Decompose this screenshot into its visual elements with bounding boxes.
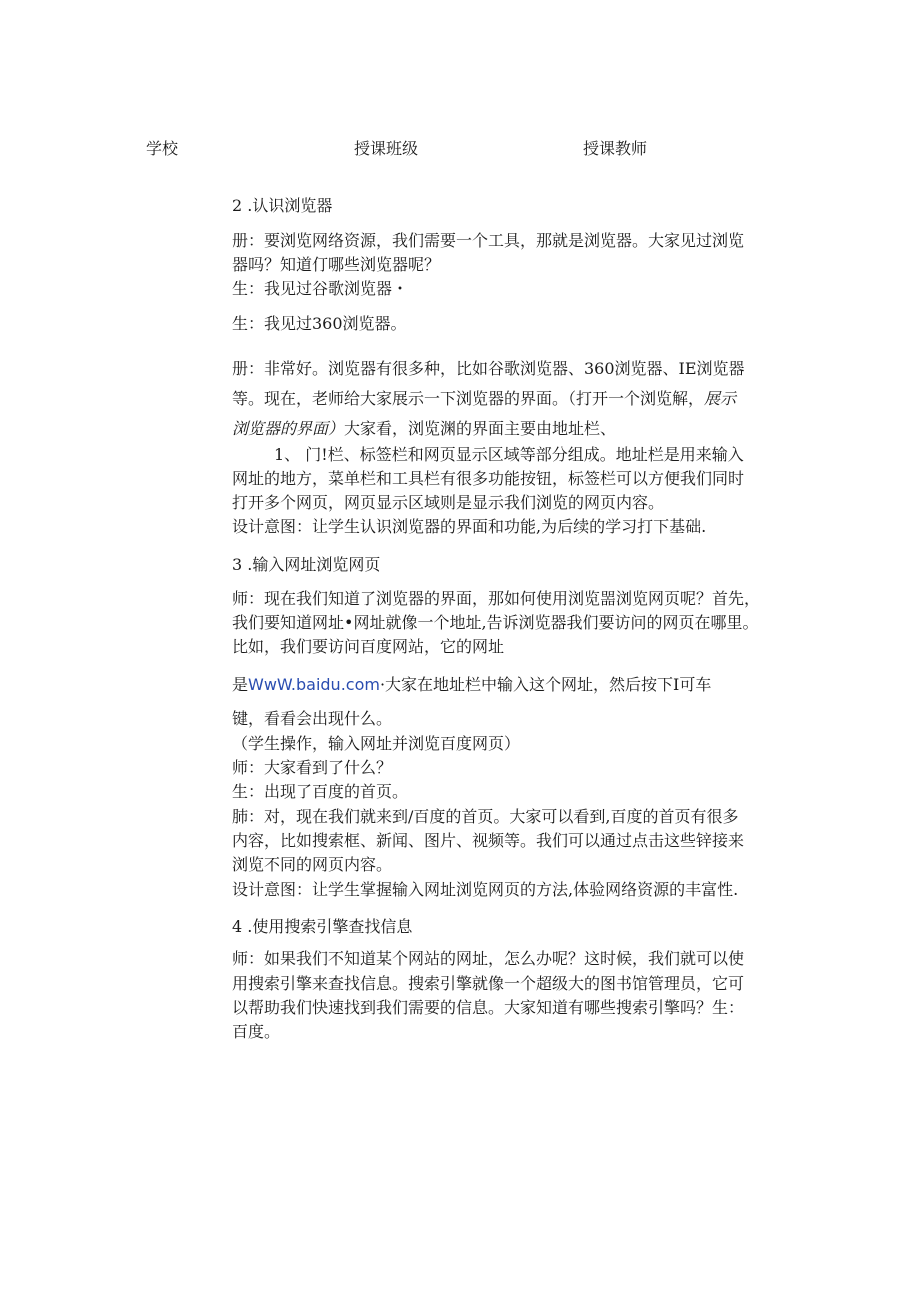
paragraph-line: 册：非常好。浏览器有很多种，比如谷歌浏览器、360浏览器、IE浏览器 (232, 359, 745, 378)
design-intent: 设计意图：让学生掌握输入网址浏览网页的方法,体验网络资源的丰富性. (232, 880, 739, 899)
paragraph-line: 我们要知道网址•网址就像一个地址,告诉浏览器我们要访问的网页在哪里。 (232, 613, 759, 632)
school-label: 学校 (146, 139, 179, 158)
paragraph-text: 大家看，浏览渊的界面主要由地址栏、 (344, 419, 617, 438)
section-2-heading: 2 .认识浏览器 (232, 196, 333, 215)
paragraph-line: 肺：对，现在我们就来到/百度的首页。大家可以看到,百度的首页有很多 (232, 807, 739, 826)
paragraph-line: 百度。 (232, 1022, 281, 1041)
paragraph-text: 是 (232, 675, 249, 694)
class-label: 授课班级 (354, 139, 419, 158)
paragraph-text: 等。现在，老师给大家展示一下浏览器的界面。（打开一个浏览解， (232, 389, 705, 408)
paragraph-line: 键，看看会出现什么。 (232, 709, 393, 728)
baidu-url-link[interactable]: WwW.baidu.com (248, 675, 380, 694)
student-line: 生：我见过谷歌浏览器・ (232, 279, 409, 298)
paragraph-line: 师：如果我们不知道某个网站的网址，怎么办呢？这时候，我们就可以使 (232, 949, 745, 968)
section-3-heading: 3 .输入网址浏览网页 (232, 555, 381, 574)
paragraph-line: 1、 门!栏、标签栏和网页显示区域等部分组成。地址栏是用来输入 (274, 445, 744, 464)
italic-text: 展示 (704, 389, 737, 408)
italic-text: 浏览器的界面） (232, 419, 345, 438)
student-line: 生：我见过360浏览器。 (232, 314, 407, 333)
paragraph-line: （学生操作，输入网址并浏览百度网页） (232, 734, 521, 753)
paragraph-line (232, 674, 711, 696)
section-4-heading: 4 .使用搜索引擎查找信息 (232, 917, 413, 936)
paragraph-line: 册：要浏览网络资源，我们需要一个工具，那就是浏览器。大家见过浏览 (232, 231, 745, 250)
paragraph-line: 师：现在我们知道了浏览器的界面，那如何使用浏览噐浏览网页呢？首先， (232, 589, 761, 608)
paragraph-line: 用搜索引擎来查找信息。搜索引擎就像一个超级大的图书馆管理员，它可 (232, 974, 745, 993)
teacher-label: 授课教师 (583, 139, 648, 158)
paragraph-line: 器吗？知道仃哪些浏览器呢？ (232, 255, 441, 274)
paragraph-line: 打开多个网页，网页显示区域则是显示我们浏览的网页内容。 (232, 493, 665, 512)
student-line: 生：出现了百度的首页。 (232, 782, 409, 801)
paragraph-line: 以帮助我们快速找到我们需要的信息。大家知道有哪些搜索引擎吗？生： (232, 998, 745, 1017)
paragraph-line: 浏览不同的网页内容。 (232, 855, 393, 874)
paragraph-line: 比如，我们要访问百度网站，它的网址 (232, 637, 505, 656)
paragraph-line: 内容，比如搜索框、新闻、图片、视频等。我们可以通过点击这些锌接来 (232, 831, 745, 850)
paragraph-text: ·大家在地址栏中输入这个网址，然后按下I可车 (379, 675, 712, 694)
paragraph-line (232, 418, 616, 440)
paragraph-line (232, 388, 736, 410)
teacher-line: 师：大家看到了什么？ (232, 758, 393, 777)
design-intent: 设计意图：让学生认识浏览器的界面和功能,为后续的学习打下基础. (232, 517, 707, 536)
paragraph-line: 网址的地方，菜单栏和工具栏有很多功能按钮，标签栏可以方便我们同时 (232, 469, 745, 488)
